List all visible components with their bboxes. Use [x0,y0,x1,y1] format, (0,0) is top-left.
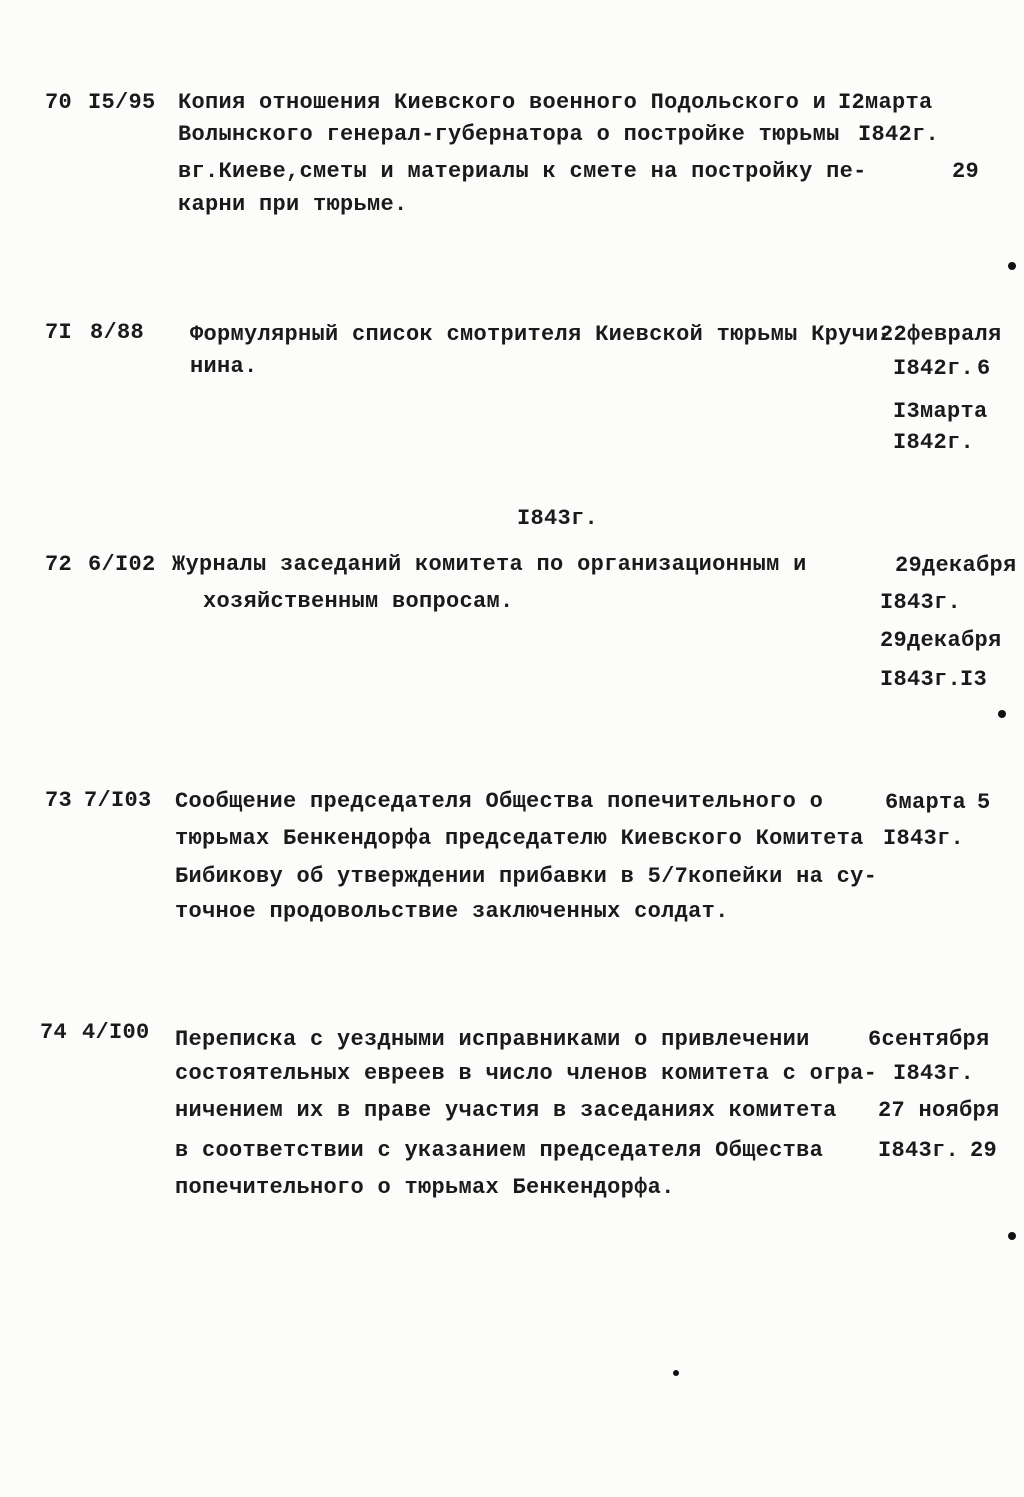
entry-date: I843г. [878,1138,960,1163]
entry-line: состоятельных евреев в число членов комитета с огра- [175,1061,878,1086]
entry-date: I842г. [858,122,940,147]
entry-code: 7/I03 [84,788,152,813]
entry-number: 74 [40,1020,68,1045]
entry-code: I5/95 [88,90,156,115]
entry-sheets: 29 [952,159,980,184]
entry-date: 29декабря [895,553,1017,578]
entry-line: Журналы заседаний комитета по организационным и [172,552,807,577]
entry-line: Бибикову об утверждении прибавки в 5/7копейки на су- [175,864,878,889]
year-heading: I843г. [517,506,599,531]
ink-dot [1008,262,1016,270]
entry-date: I842г. [893,430,975,455]
entry-number: 72 [45,552,73,577]
entry-sheets: 6 [977,356,991,381]
ink-dot [998,710,1006,718]
entry-date: 22февраля [880,322,1002,347]
entry-number: 73 [45,788,73,813]
entry-code: 4/I00 [82,1020,150,1045]
entry-sheets: I3 [960,667,988,692]
entry-code: 6/I02 [88,552,156,577]
entry-line: Сообщение председателя Общества попечительного о [175,789,824,814]
entry-sheets: 29 [970,1138,998,1163]
entry-line: Формулярный список смотрителя Киевской тюрьмы Кручи- [190,322,893,347]
entry-date: 6марта [885,790,967,815]
entry-sheets: 5 [977,790,991,815]
entry-line: ничением их в праве участия в заседаниях комитета [175,1098,837,1123]
entry-line: точное продовольствие заключенных солдат. [175,899,729,924]
entry-line: попечительного о тюрьмах Бенкендорфа. [175,1175,675,1200]
entry-date: I2марта [838,90,933,115]
entry-date: I843г. [880,667,962,692]
entry-date: I3марта [893,399,988,424]
ink-dot [1008,1232,1016,1240]
entry-line: хозяйственным вопросам. [203,589,514,614]
entry-line: нина. [190,354,258,379]
entry-date: I842г. [893,356,975,381]
entry-line: Волынского генерал-губернатора о постройке тюрьмы [178,122,840,147]
entry-line: вг.Киеве,сметы и материалы к смете на постройку пе- [178,159,867,184]
entry-date: 6сентября [868,1027,990,1052]
entry-date: 27 ноября [878,1098,1000,1123]
entry-date: I843г. [880,590,962,615]
entry-line: карни при тюрьме. [178,192,408,217]
entry-date: I843г. [893,1061,975,1086]
entry-line: Переписка с уездными исправниками о привлечении [175,1027,810,1052]
entry-line: Копия отношения Киевского военного Подольского и [178,90,827,115]
entry-date: 29декабря [880,628,1002,653]
ink-dot [673,1370,679,1376]
entry-code: 8/88 [90,320,145,345]
entry-line: тюрьмах Бенкендорфа председателю Киевского Комитета [175,826,864,851]
entry-date: I843г. [883,826,965,851]
entry-number: 7I [45,320,73,345]
entry-number: 70 [45,90,73,115]
entry-line: в соответствии с указанием председателя Общества [175,1138,824,1163]
